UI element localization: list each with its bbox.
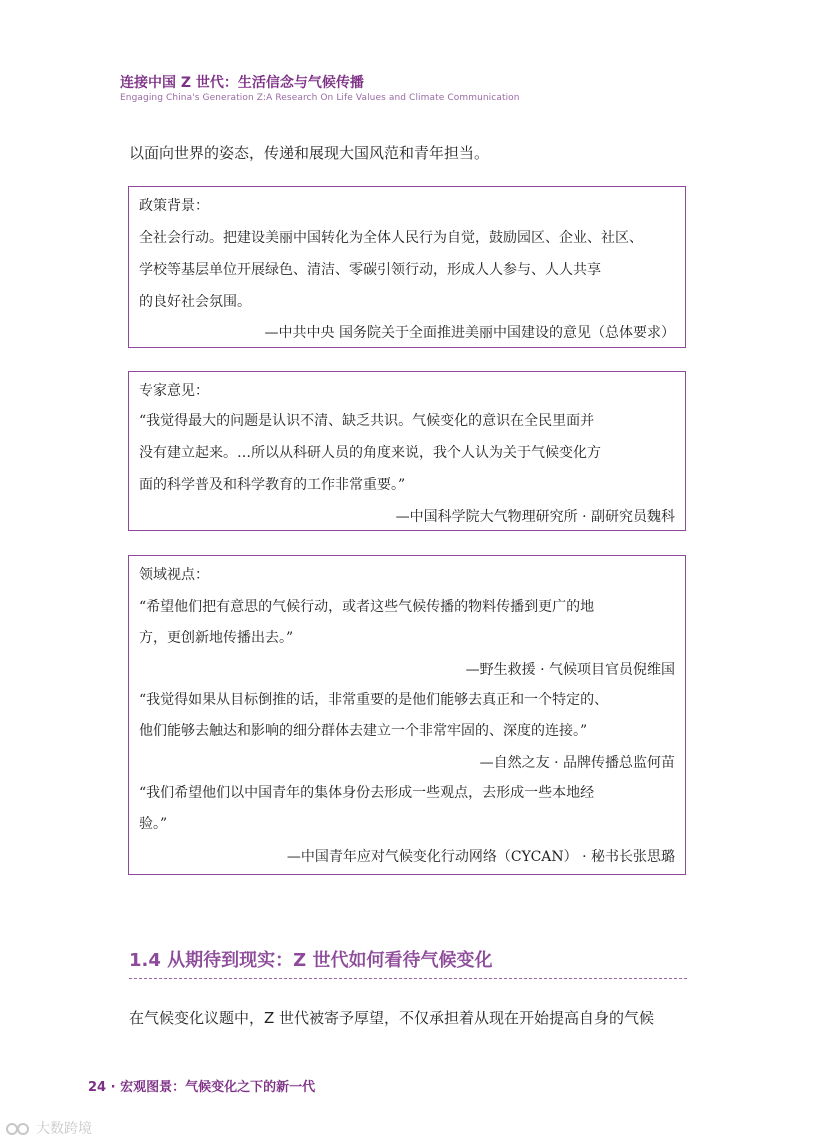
box-text-line: 没有建立起来。…所以从科研人员的角度来说，我个人认为关于气候变化方 [139, 445, 601, 461]
box-text-line: 他们能够去触达和影响的细分群体去建立一个非常牢固的、深度的连接。” [139, 723, 588, 739]
box-source: —中国科学院大气物理研究所 · 副研究员魏科 [395, 509, 675, 525]
box-text-line: 学校等基层单位开展绿色、清洁、零碳引领行动，形成人人参与、人人共享 [139, 262, 601, 278]
expert-opinion-box [128, 371, 686, 531]
box-text-line: 全社会行动。把建设美丽中国转化为全体人民行为自觉，鼓励园区、企业、社区、 [139, 230, 643, 246]
watermark-text: 大数跨境 [36, 1121, 92, 1137]
box-text-line: 验。” [139, 816, 168, 832]
box-text-line: “我觉得最大的问题是认识不清、缺乏共识。气候变化的意识在全民里面并 [139, 413, 595, 429]
dashed-divider [129, 978, 687, 979]
box-source: —中国青年应对气候变化行动网络（CYCAN） · 秘书长张思璐 [286, 849, 675, 865]
box-text-line: 面的科学普及和科学教育的工作非常重要。” [139, 477, 406, 493]
box-source: —中共中央 国务院关于全面推进美丽中国建设的意见（总体要求） [264, 325, 675, 341]
box-source: —野生救援 · 气候项目官员倪维国 [465, 662, 675, 678]
section-heading: 1.4 从期待到现实：Z 世代如何看待气候变化 [129, 950, 493, 971]
watermark-logo-icon [6, 1121, 32, 1137]
box-text-line: 方，更创新地传播出去。” [139, 630, 294, 646]
intro-paragraph: 以面向世界的姿态，传递和展现大国风范和青年担当。 [129, 144, 490, 162]
field-viewpoint-box [128, 555, 686, 875]
box-text-line: 的良好社会氛围。 [139, 294, 251, 310]
policy-background-box [128, 186, 686, 348]
page-footer: 24 · 宏观图景：气候变化之下的新一代 [88, 1080, 316, 1095]
box-label: 专家意见： [139, 383, 209, 399]
report-subtitle: Engaging China's Generation Z:A Research On Life Values and Climate Communication [120, 93, 520, 103]
body-paragraph: 在气候变化议题中，Z 世代被寄予厚望，不仅承担着从现在开始提高自身的气候 [129, 1009, 655, 1027]
box-label: 政策背景： [139, 198, 209, 214]
box-text-line: “我们希望他们以中国青年的集体身份去形成一些观点，去形成一些本地经 [139, 785, 595, 801]
box-text-line: “希望他们把有意思的气候行动，或者这些气候传播的物料传播到更广的地 [139, 599, 595, 615]
page-header [86, 66, 586, 110]
box-source: —自然之友 · 品牌传播总监何苗 [479, 755, 675, 771]
watermark [6, 1118, 92, 1138]
box-text-line: “我觉得如果从目标倒推的话，非常重要的是他们能够去真正和一个特定的、 [139, 692, 609, 708]
box-label: 领域视点： [139, 567, 209, 583]
crescent-logo-icon [86, 70, 116, 106]
report-title: 连接中国 Z 世代：生活信念与气候传播 [120, 75, 364, 91]
